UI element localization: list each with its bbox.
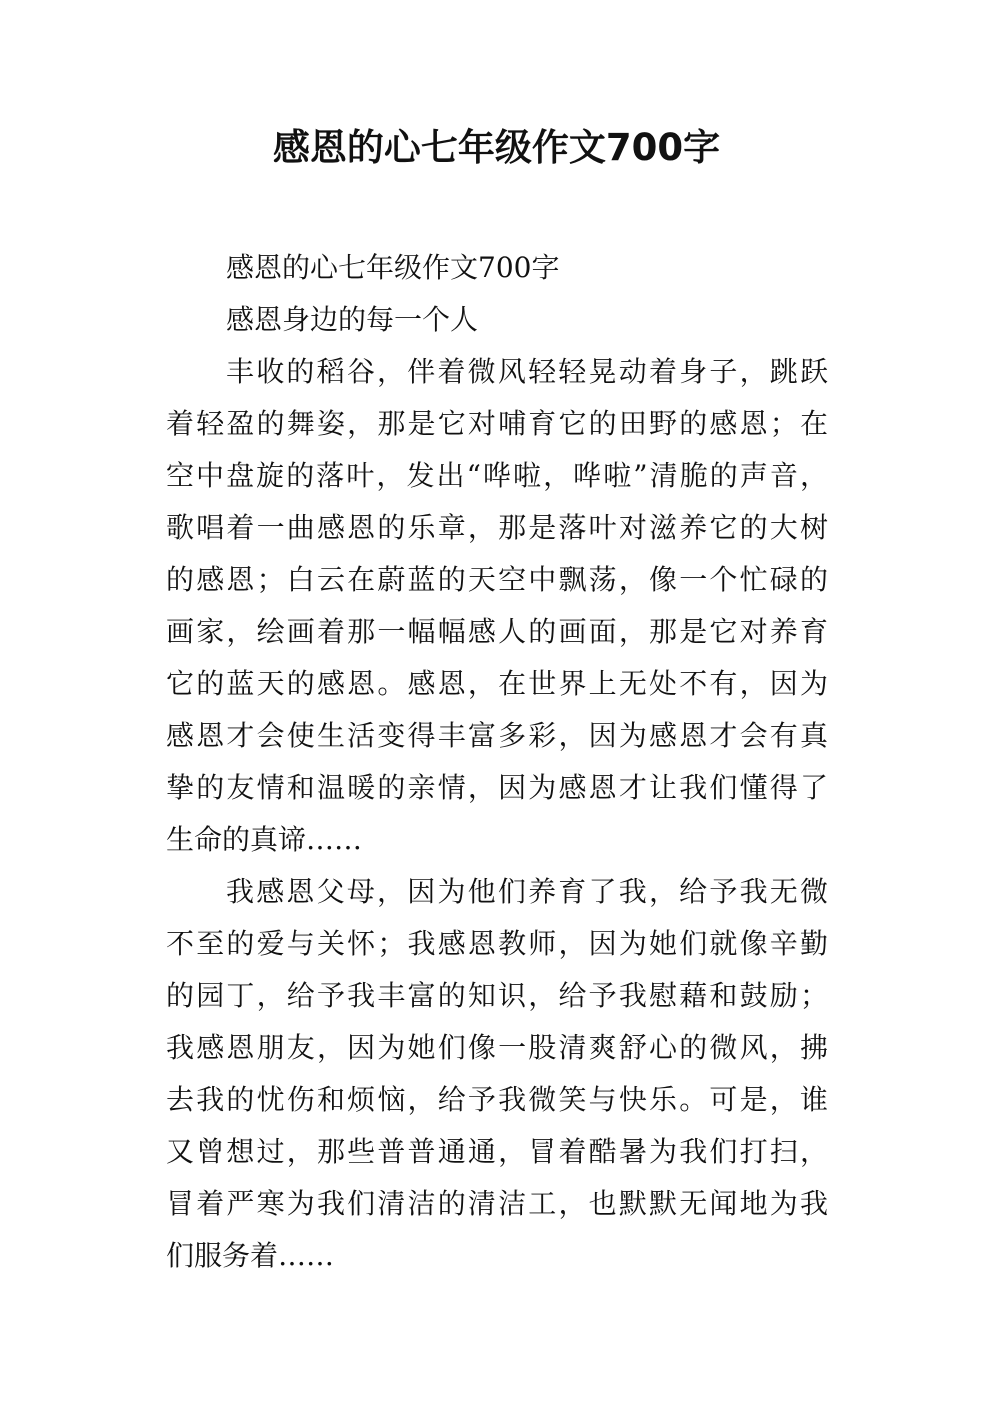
paragraph-heading [166,294,828,346]
text-line: 不至的爱与关怀；我感恩教师，因为她们就像辛勤 [166,927,828,960]
text-line: 的园丁，给予我丰富的知识，给予我慰藉和鼓励； [166,979,828,1012]
text-line: 感恩才会使生活变得丰富多彩，因为感恩才会有真 [166,719,828,752]
text-line: 画家，绘画着那一幅幅感人的画面，那是它对养育 [166,615,828,648]
text-line: 又曾想过，那些普普通通，冒着酷暑为我们打扫， [166,1135,828,1168]
document-title: 感恩的心七年级作文700字 [272,126,721,169]
text-line: 挚的友情和温暖的亲情，因为感恩才让我们懂得了 [166,771,828,804]
paragraph [166,866,828,1282]
text-line: 着轻盈的舞姿，那是它对哺育它的田野的感恩；在 [166,407,828,440]
text-line: 我感恩父母，因为他们养育了我，给予我无微 [226,875,828,908]
paragraph [166,346,828,866]
paragraph-subtitle [166,242,828,294]
text-line: 它的蓝天的感恩。感恩，在世界上无处不有，因为 [166,667,828,700]
document-body [166,242,828,1282]
text-line: 生命的真谛…… [166,823,363,856]
text-line: 冒着严寒为我们清洁的清洁工，也默默无闻地为我 [166,1187,828,1220]
text-line: 去我的忧伤和烦恼，给予我微笑与快乐。可是，谁 [166,1083,828,1116]
text-line: 感恩身边的每一个人 [226,303,479,336]
text-line: 歌唱着一曲感恩的乐章，那是落叶对滋养它的大树 [166,511,828,544]
text-line: 的感恩；白云在蔚蓝的天空中飘荡，像一个忙碌的 [166,563,828,596]
text-line: 们服务着…… [166,1239,335,1272]
text-line: 空中盘旋的落叶，发出“哗啦，哗啦”清脆的声音， [166,459,828,492]
text-line: 感恩的心七年级作文700字 [226,251,560,284]
text-line: 丰收的稻谷，伴着微风轻轻晃动着身子，跳跃 [226,355,828,388]
text-line: 我感恩朋友，因为她们像一股清爽舒心的微风，拂 [166,1031,828,1064]
